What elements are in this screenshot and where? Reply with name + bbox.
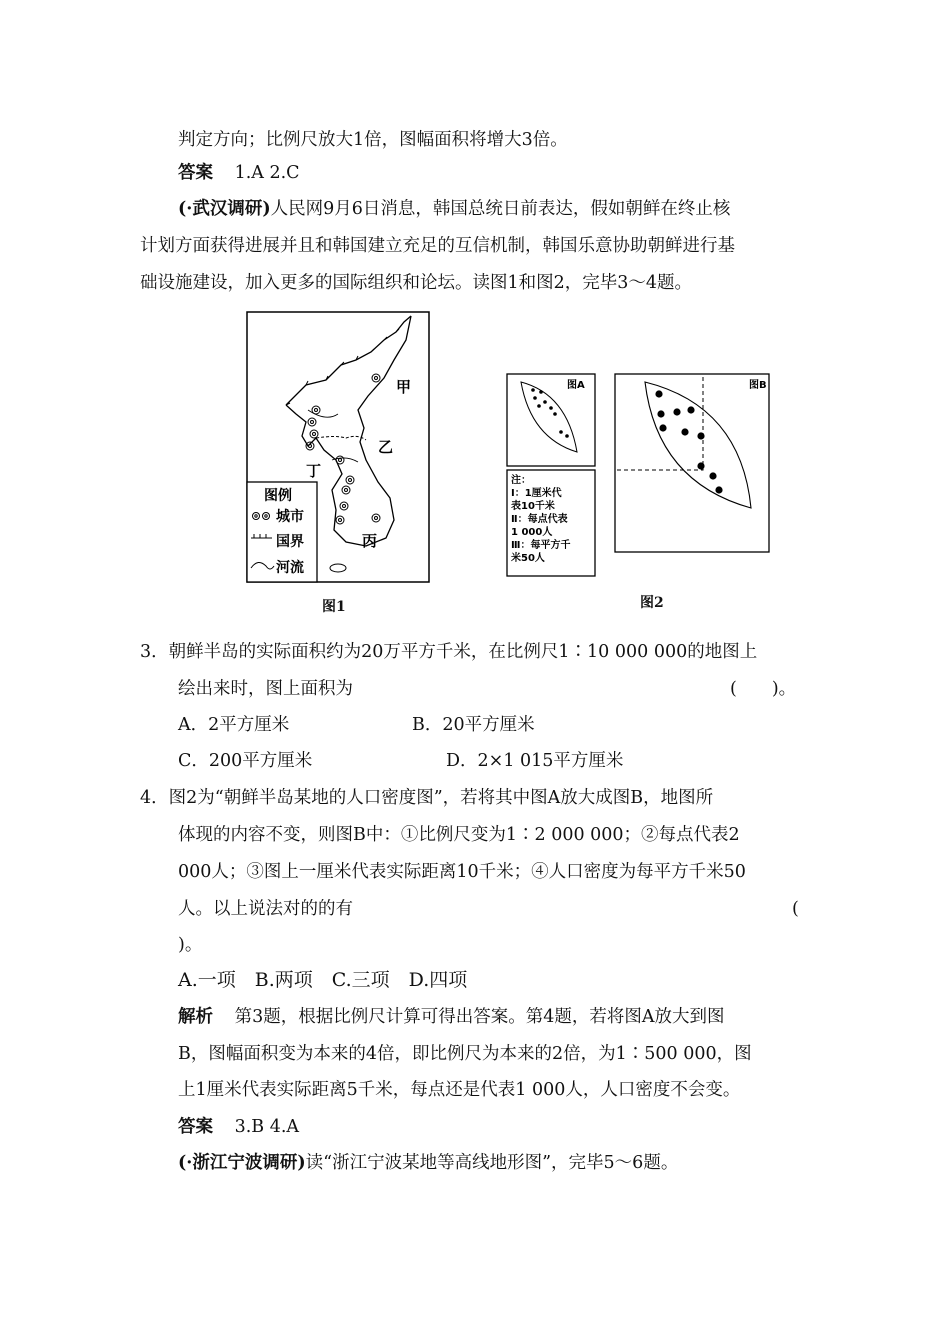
- q3-line-b: 绘出来时，图上面积为: [178, 679, 353, 699]
- q3-option-b: B．20平方厘米: [412, 715, 535, 735]
- map-notes: [507, 470, 595, 576]
- rivers: [308, 410, 358, 462]
- legend-border: 国界: [276, 534, 304, 550]
- intro-1-line-b: 计划方面获得进展并且和韩国建立充足的互信机制，韩国乐意协助朝鲜进行基: [140, 236, 735, 256]
- map-a: [507, 374, 595, 466]
- note-2a: Ⅱ：每点代表: [511, 514, 568, 525]
- legend-river: 河流: [276, 560, 304, 576]
- map-legend: [247, 482, 317, 582]
- note-1b: 表10千米: [511, 501, 555, 512]
- border-line: [286, 316, 411, 405]
- answer-2: [178, 1115, 299, 1139]
- map-b-dots: [655, 390, 722, 493]
- answer-1: [178, 161, 300, 185]
- q3-answer-paren: ( )。: [730, 679, 797, 699]
- q4-line-a: 4．图2为“朝鲜半岛某地的人口密度图”，若将其中图A放大成图B，地图所: [140, 788, 714, 808]
- place-bing: 丙: [362, 532, 378, 550]
- figure-1-map: [246, 310, 432, 586]
- map-b: [615, 374, 769, 552]
- q3-line-a: 3．朝鲜半岛的实际面积约为20万平方千米，在比例尺1∶10 000 000的地图上: [140, 642, 758, 662]
- source-label: (·浙江宁波调研): [178, 1153, 306, 1173]
- q3-option-a: A．2平方厘米: [178, 715, 290, 735]
- answer-text: 1.A 2.C: [234, 163, 300, 183]
- source-label: (·武汉调研): [178, 199, 271, 219]
- figure-2-caption: 图2: [640, 595, 664, 611]
- answer-label: 答案: [178, 1117, 213, 1137]
- explanation-text: 第3题，根据比例尺计算可得出答案。第4题，若将图A放大到图: [234, 1007, 725, 1027]
- answer-text: 3.B 4.A: [234, 1117, 300, 1137]
- intro-1-line-a: [178, 197, 730, 221]
- note-title: 注：: [511, 475, 531, 486]
- q4-options: A.一项 B.两项 C.三项 D.四项: [178, 969, 468, 991]
- text-line-1: 判定方向；比例尺放大1倍，图幅面积将增大3倍。: [178, 130, 568, 150]
- figure-2-maps: [505, 372, 771, 580]
- note-3b: 米50人: [511, 553, 545, 564]
- place-ding: 丁: [306, 462, 322, 480]
- q4-line-e: )。: [178, 935, 203, 955]
- intro-text: 人民网9月6日消息，韩国总统日前表达，假如朝鲜在终止核: [270, 199, 731, 219]
- answer-label: 答案: [178, 163, 213, 183]
- note-1a: Ⅰ：1厘米代: [511, 488, 562, 499]
- note-3a: Ⅲ：每平方千: [511, 540, 571, 551]
- figure-1-caption: 图1: [322, 599, 346, 615]
- place-yi: 乙: [378, 438, 394, 456]
- place-jia: 甲: [396, 378, 412, 396]
- explanation-label: 解析: [178, 1007, 213, 1027]
- explanation-line-c: 上1厘米代表实际距离5千米，每点还是代表1 000人，人口密度不会变。: [178, 1080, 741, 1100]
- legend-title: 图例: [264, 488, 292, 504]
- q4-line-b: 体现的内容不变，则图B中：①比例尺变为1∶2 000 000；②每点代表2: [178, 825, 740, 845]
- q3-option-c: C．200平方厘米: [178, 751, 313, 771]
- explanation-line-b: B，图幅面积变为本来的4倍，即比例尺为本来的2倍，为1∶500 000，图: [178, 1044, 752, 1064]
- note-2b: 1 000人: [511, 527, 553, 538]
- map-a-title: 图A: [567, 380, 585, 391]
- legend-city: 城市: [276, 509, 304, 525]
- q4-line-d: 人。以上说法对的的有: [178, 899, 353, 919]
- dmz-line: [316, 436, 366, 440]
- q4-paren-open: (: [792, 899, 799, 919]
- intro-2: [178, 1151, 678, 1175]
- explanation-line-a: [178, 1005, 724, 1029]
- q4-line-c: 000人；③图上一厘米代表实际距离10千米；④人口密度为每平方千米50: [178, 862, 746, 882]
- intro-text: 读“浙江宁波某地等高线地形图”，完毕5～6题。: [305, 1153, 679, 1173]
- intro-1-line-c: 础设施建设，加入更多的国际组织和论坛。读图1和图2，完毕3～4题。: [140, 273, 693, 293]
- jeju-island: [330, 564, 346, 572]
- map-b-title: 图B: [749, 380, 767, 391]
- q3-option-d: D．2×1 015平方厘米: [446, 751, 624, 771]
- border-ticks: [286, 329, 399, 405]
